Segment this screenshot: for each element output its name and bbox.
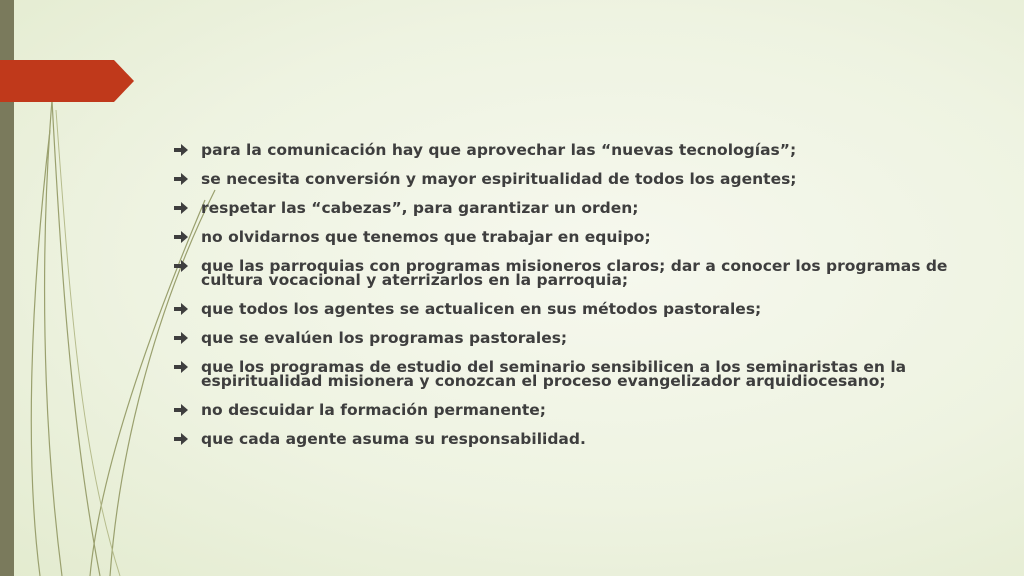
list-item <box>174 143 964 157</box>
arrow-right-icon <box>174 202 188 214</box>
accent-tab <box>0 60 134 102</box>
list-item <box>174 302 964 316</box>
arrow-right-icon <box>174 361 188 373</box>
arrow-right-icon <box>174 144 188 156</box>
bullet-text: que se evalúen los programas pastorales; <box>201 329 568 347</box>
bullet-text: que los programas de estudio del seminario sensibilicen a los seminaristas en la espiritualidad misionera y conozcan el proceso evangelizador arquidiocesano; <box>201 358 907 390</box>
list-item <box>174 331 964 345</box>
list-item <box>174 259 964 287</box>
bullet-text: no olvidarnos que tenemos que trabajar en equipo; <box>201 228 651 246</box>
bullet-text: no descuidar la formación permanente; <box>201 401 547 419</box>
bullet-text: que todos los agentes se actualicen en sus métodos pastorales; <box>201 300 762 318</box>
arrow-right-icon <box>174 433 188 445</box>
list-item <box>174 230 964 244</box>
arrow-right-icon <box>174 173 188 185</box>
bullet-text: se necesita conversión y mayor espiritualidad de todos los agentes; <box>201 170 797 188</box>
list-item <box>174 432 964 446</box>
bullet-text: respetar las “cabezas”, para garantizar un orden; <box>201 199 639 217</box>
bullet-text: para la comunicación hay que aprovechar las “nuevas tecnologías”; <box>201 141 797 159</box>
list-item <box>174 201 964 215</box>
bullet-text: que las parroquias con programas misioneros claros; dar a conocer los programas de cultura vocacional y aterrizarlos en la parroquia; <box>201 257 948 289</box>
arrow-right-icon <box>174 260 188 272</box>
list-item <box>174 403 964 417</box>
arrow-right-icon <box>174 231 188 243</box>
arrow-right-icon <box>174 332 188 344</box>
list-item <box>174 360 964 388</box>
list-item <box>174 172 964 186</box>
arrow-right-icon <box>174 404 188 416</box>
bullet-list <box>174 143 964 461</box>
arrow-right-icon <box>174 303 188 315</box>
bullet-text: que cada agente asuma su responsabilidad. <box>201 430 586 448</box>
